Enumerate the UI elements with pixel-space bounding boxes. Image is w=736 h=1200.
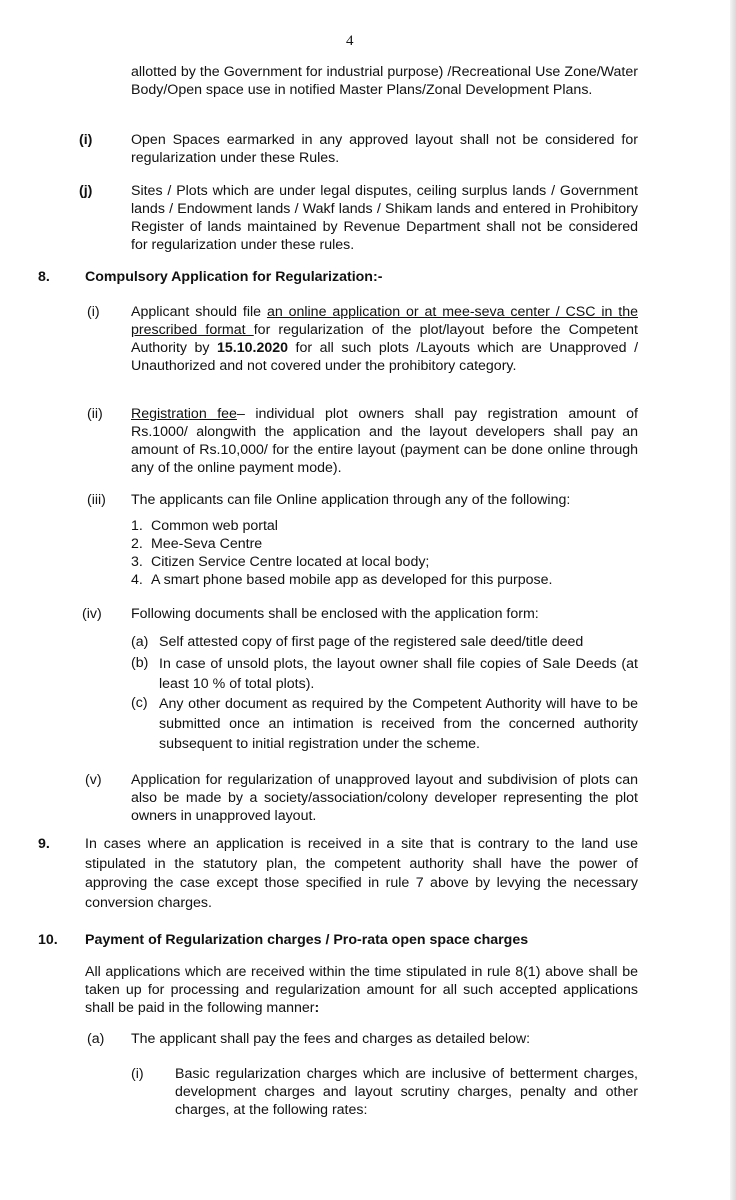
page-edge-shadow xyxy=(730,0,736,1200)
doc-a-label: (a) xyxy=(131,634,149,650)
section-8-item-v-label: (v) xyxy=(85,772,102,788)
item-i-pre: Applicant should file xyxy=(131,304,267,320)
section-8-heading: Compulsory Application for Regularization:- xyxy=(85,269,383,285)
section-8-item-i-label: (i) xyxy=(87,304,100,320)
list-item: 3. Citizen Service Centre located at local body; xyxy=(131,554,430,570)
section-8-item-iii-label: (iii) xyxy=(87,492,106,508)
section-10-item-a-i-text: Basic regularization charges which are inclusive of betterment charges, development charges and layout scrutiny charges, penalty and other charges, at the following rates: xyxy=(175,1066,638,1118)
item-i-date: 15.10.2020 xyxy=(217,340,289,356)
section-8-item-ii-text xyxy=(131,405,638,477)
doc-a-text: Self attested copy of first page of the registered sale deed/title deed xyxy=(159,634,584,650)
section-10-item-a-i-label: (i) xyxy=(131,1066,144,1082)
doc-c-label: (c) xyxy=(131,695,148,711)
list-item: 4. A smart phone based mobile app as developed for this purpose. xyxy=(131,572,553,588)
clause-j-text: Sites / Plots which are under legal disputes, ceiling surplus lands / Government lands / Endowment lands / Wakf lands / Shikam lands and entered in Prohibitory Register of lands maintained by Revenue Department shall not be considered for regularization under these rules. xyxy=(131,183,638,253)
section-9-number: 9. xyxy=(38,836,50,852)
section-10-number: 10. xyxy=(38,932,58,948)
clause-i-label: (i) xyxy=(79,132,93,148)
section-10-intro: All applications which are received within the time stipulated in rule 8(1) above shall be taken up for processing and regularization amount for all such accepted applications shall be paid in the following manner: xyxy=(85,964,638,1016)
section-8-number: 8. xyxy=(38,269,50,285)
section-8-item-iii-text: The applicants can file Online application through any of the following: xyxy=(131,492,571,508)
item-i-post: for all such plots /Layouts which are Unapproved / Unauthorized and not covered under the prohibitory category. xyxy=(131,340,639,374)
doc-b-text: In case of unsold plots, the layout owner shall file copies of Sale Deeds (at least 10 % of total plots). xyxy=(159,656,638,692)
online-channels-list xyxy=(131,517,638,589)
doc-b-label: (b) xyxy=(131,655,149,671)
section-10-item-a-label: (a) xyxy=(87,1031,105,1047)
section-8-item-iv-text: Following documents shall be enclosed with the application form: xyxy=(131,606,539,622)
section-10-item-a-text: The applicant shall pay the fees and charges as detailed below: xyxy=(131,1031,531,1047)
page-number: 4 xyxy=(346,33,354,49)
section-9-text: In cases where an application is received in a site that is contrary to the land use stipulated in the statutory plan, the competent authority shall have the power of approving the case except those specified in rule 7 above by levying the necessary conversion charges. xyxy=(85,836,638,911)
section-8-item-v-text: Application for regularization of unapproved layout and subdivision of plots can also be made by a society/association/colony developer representing the plot owners in unapproved layout. xyxy=(131,772,638,824)
section-8-item-ii-label: (ii) xyxy=(87,406,103,422)
item-i-underlined: an online application or at mee-seva center / CSC in the prescribed format xyxy=(131,304,638,338)
clause-i-text: Open Spaces earmarked in any approved layout shall not be considered for regularization under these Rules. xyxy=(131,132,638,166)
continuation-paragraph: allotted by the Government for industrial purpose) /Recreational Use Zone/Water Body/Open space use in notified Master Plans/Zonal Development Plans. xyxy=(131,64,638,98)
section-8-item-i-text xyxy=(131,303,638,375)
doc-c-text: Any other document as required by the Competent Authority will have to be submitted once an intimation is received from the concerned authority subsequent to initial registration under the scheme. xyxy=(159,696,638,752)
item-ii-body: – individual plot owners shall pay registration amount of Rs.1000/ alongwith the application and the layout developers shall pay an amount of Rs.10,000/ for the entire layout (payment can be done online through any of the online payment mode). xyxy=(131,406,639,476)
item-i-mid: for regularization of the plot/layout before the Competent Authority by xyxy=(131,322,638,356)
list-item: 2. Mee-Seva Centre xyxy=(131,536,263,552)
section-10-heading: Payment of Regularization charges / Pro-rata open space charges xyxy=(85,932,529,948)
clause-j-label: (j) xyxy=(79,183,93,199)
section-8-item-iv-label: (iv) xyxy=(82,606,102,622)
list-item: 1. Common web portal xyxy=(131,518,278,534)
item-ii-underlined: Registration fee xyxy=(131,406,237,422)
